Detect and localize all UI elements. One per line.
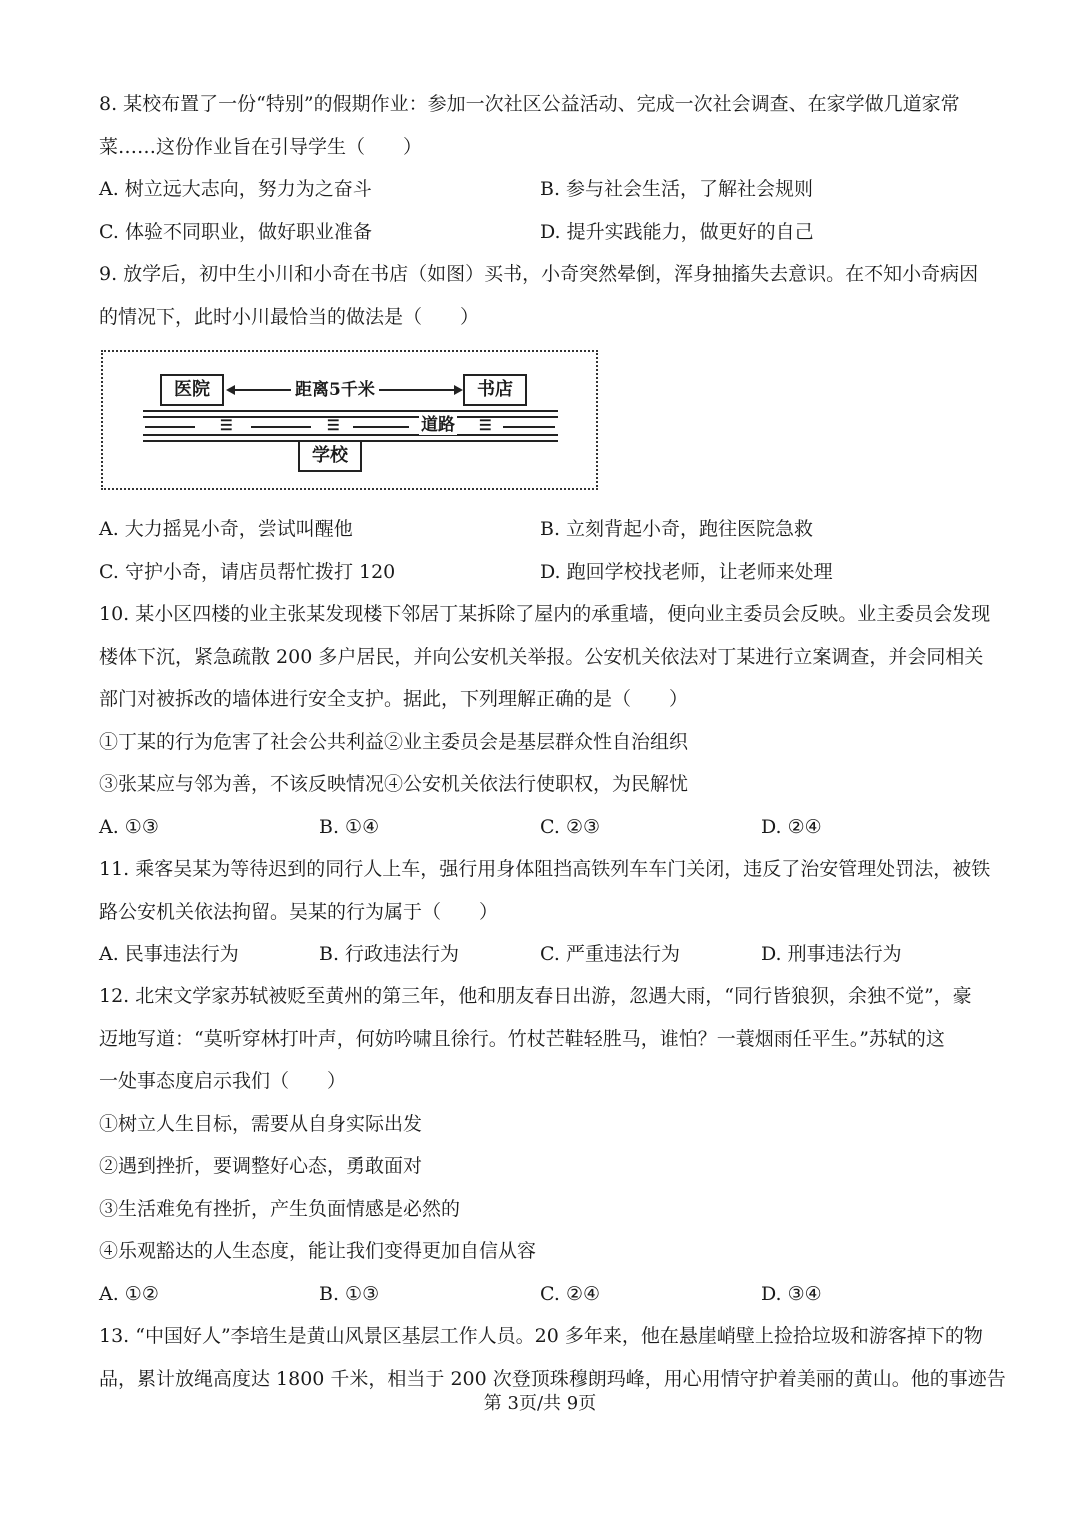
q11-stem-line2: 路公安机关依法拘留。吴某的行为属于（ ）	[99, 901, 499, 923]
q12-option-c: C. ②④	[540, 1283, 601, 1305]
q12-item-4: ④乐观豁达的人生态度，能让我们变得更加自信从容	[99, 1240, 537, 1262]
road-dash	[353, 426, 409, 428]
q13-stem-line2: 品，累计放绳高度达 1800 千米，相当于 200 次登顶珠穆朗玛峰，用心用情守护着美丽的黄山。他的事迹告	[99, 1368, 1006, 1390]
q12-stem-line2: 迈地写道：“莫听穿林打叶声，何妨吟啸且徐行。竹杖芒鞋轻胜马，谁怕？一蓑烟雨任平生。”苏轼的这	[99, 1028, 945, 1050]
q9-option-b: B. 立刻背起小奇，跑往医院急救	[540, 518, 814, 540]
q11-option-c: C. 严重违法行为	[540, 943, 680, 965]
bookstore-box: 书店	[463, 374, 527, 406]
q12-option-a: A. ①②	[99, 1283, 159, 1305]
crosswalk-icon: ☰	[220, 418, 233, 434]
q8-option-d: D. 提升实践能力，做更好的自己	[540, 221, 814, 243]
q13-stem-line1: 13. “中国好人”李培生是黄山风景区基层工作人员。20 多年来，他在悬崖峭壁上捡拾垃圾和游客掉下的物	[99, 1325, 983, 1347]
q10-option-d: D. ②④	[761, 816, 822, 838]
q9-option-a: A. 大力摇晃小奇，尝试叫醒他	[99, 518, 353, 540]
road-label: 道路	[421, 415, 455, 435]
road-lane	[143, 418, 558, 434]
q12-option-b: B. ①③	[319, 1283, 380, 1305]
crosswalk-icon: ☰	[327, 418, 340, 434]
arrow-right-icon	[454, 385, 463, 395]
q10-items-line2: ③张某应与邻为善，不该反映情况④公安机关依法行使职权，为民解忧	[99, 773, 689, 795]
q12-item-2: ②遇到挫折，要调整好心态，勇敢面对	[99, 1155, 423, 1177]
q12-option-d: D. ③④	[761, 1283, 822, 1305]
q8-option-c: C. 体验不同职业，做好职业准备	[99, 221, 372, 243]
q9-map-diagram	[101, 350, 598, 490]
q10-option-c: C. ②③	[540, 816, 601, 838]
q11-option-a: A. 民事违法行为	[99, 943, 239, 965]
q10-stem-line2: 楼体下沉，紧急疏散 200 多户居民，并向公安机关举报。公安机关依法对丁某进行立案调查，并会同相关	[99, 646, 984, 668]
q11-option-b: B. 行政违法行为	[319, 943, 460, 965]
q8-option-a: A. 树立远大志向，努力为之奋斗	[99, 178, 372, 200]
q11-stem-line1: 11. 乘客吴某为等待迟到的同行人上车，强行用身体阻挡高铁列车车门关闭，违反了治安管理处罚法，被铁	[99, 858, 991, 880]
page-number-footer: 第 3页/共 9页	[483, 1393, 597, 1414]
q10-stem-line1: 10. 某小区四楼的业主张某发现楼下邻居丁某拆除了屋内的承重墙，便向业主委员会反映。业主委员会发现	[99, 603, 991, 625]
q8-stem-line1: 8. 某校布置了一份“特别”的假期作业：参加一次社区公益活动、完成一次社会调查、在家学做几道家常	[99, 93, 960, 115]
hospital-box: 医院	[160, 374, 224, 406]
crosswalk-icon: ☰	[479, 418, 492, 434]
distance-label: 距离5千米	[291, 380, 379, 400]
road-dash	[145, 426, 195, 428]
q9-stem-line1: 9. 放学后，初中生小川和小奇在书店（如图）买书，小奇突然晕倒，浑身抽搐失去意识。在不知小奇病因	[99, 263, 979, 285]
q12-stem-line1: 12. 北宋文学家苏轼被贬至黄州的第三年，他和朋友春日出游，忽遇大雨，“同行皆狼狈，余独不觉”，豪	[99, 985, 972, 1007]
q10-option-b: B. ①④	[319, 816, 380, 838]
road-edge-bottom-inner	[143, 434, 558, 436]
arrow-left-icon	[226, 385, 235, 395]
q9-option-c: C. 守护小奇，请店员帮忙拨打 120	[99, 561, 396, 583]
q10-option-a: A. ①③	[99, 816, 159, 838]
q9-option-d: D. 跑回学校找老师，让老师来处理	[540, 561, 833, 583]
q12-stem-line3: 一处事态度启示我们（ ）	[99, 1070, 347, 1092]
q8-option-b: B. 参与社会生活，了解社会规则	[540, 178, 814, 200]
q8-stem-line2: 菜……这份作业旨在引导学生（ ）	[99, 136, 423, 158]
road-dash	[503, 426, 555, 428]
q10-stem-line3: 部门对被拆改的墙体进行安全支护。据此，下列理解正确的是（ ）	[99, 688, 689, 710]
q12-item-3: ③生活难免有挫折，产生负面情感是必然的	[99, 1198, 461, 1220]
road-dash	[251, 426, 311, 428]
q10-items-line1: ①丁某的行为危害了社会公共利益②业主委员会是基层群众性自治组织	[99, 731, 689, 753]
q9-stem-line2: 的情况下，此时小川最恰当的做法是（ ）	[99, 306, 480, 328]
q11-option-d: D. 刑事违法行为	[761, 943, 902, 965]
school-box: 学校	[298, 440, 362, 472]
road-edge-top-inner	[143, 416, 558, 418]
q12-item-1: ①树立人生目标，需要从自身实际出发	[99, 1113, 423, 1135]
road-edge-top	[143, 410, 558, 412]
